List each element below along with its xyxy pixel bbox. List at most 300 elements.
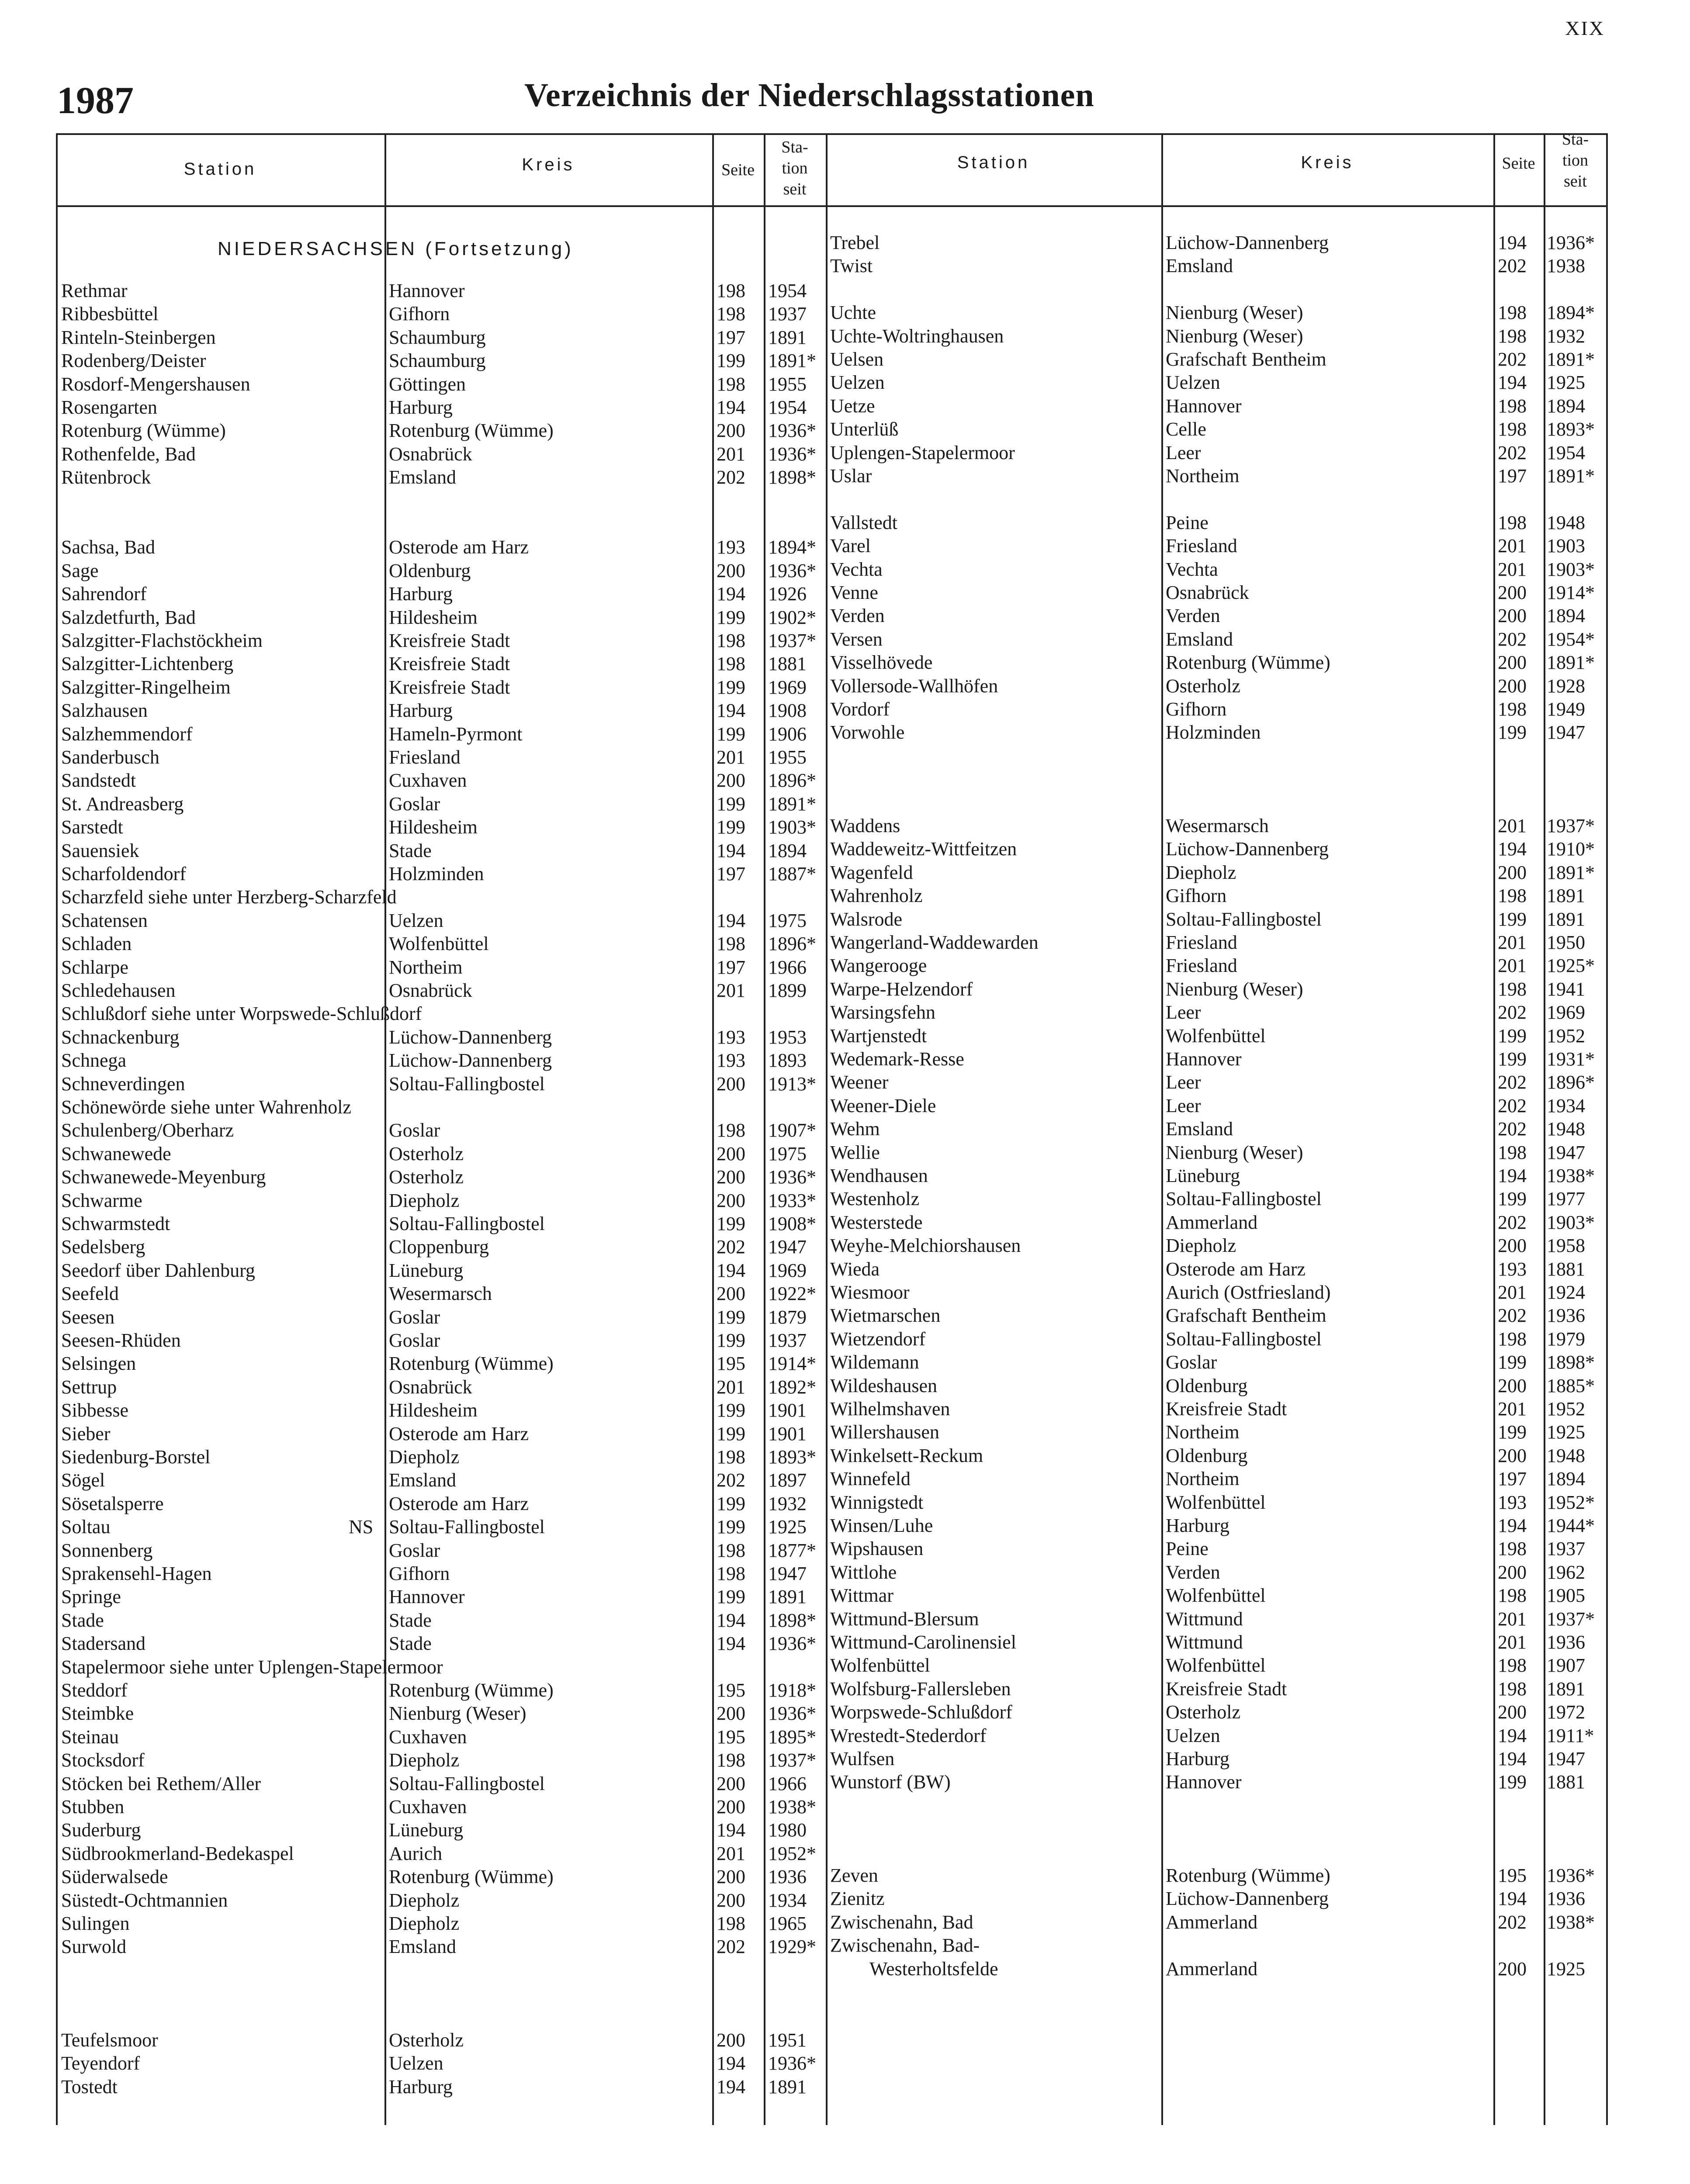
kreis-name: Leer bbox=[1166, 1071, 1201, 1093]
header-seit-line2: tion bbox=[1562, 151, 1589, 169]
seit-year: 1895* bbox=[768, 1726, 816, 1748]
seit-year: 1918* bbox=[768, 1679, 816, 1701]
kreis-name: Ammerland bbox=[1166, 1958, 1258, 1980]
seit-year: 1980 bbox=[768, 1819, 807, 1841]
right-year-divider bbox=[1544, 133, 1545, 2125]
kreis-name: Holzminden bbox=[389, 863, 484, 885]
seite-value: 198 bbox=[1498, 978, 1527, 1000]
kreis-name: Peine bbox=[1166, 511, 1209, 533]
seit-year: 1962 bbox=[1547, 1561, 1585, 1583]
station-name: Ribbesbüttel bbox=[61, 303, 159, 325]
station-name: Rodenberg/Deister bbox=[61, 350, 206, 372]
station-name: Waddeweitz-Wittfeitzen bbox=[830, 838, 1017, 860]
seite-value: 197 bbox=[1498, 465, 1527, 487]
seite-value: 201 bbox=[1498, 558, 1527, 580]
seite-value: 200 bbox=[717, 1143, 745, 1165]
seit-year: 1925 bbox=[1547, 1421, 1585, 1443]
station-name: Teyendorf bbox=[61, 2053, 140, 2074]
seit-year: 1952* bbox=[768, 1842, 816, 1864]
left-seite-divider bbox=[712, 133, 714, 2125]
seit-year: 1925 bbox=[1547, 372, 1585, 394]
seit-year: 1947 bbox=[1547, 722, 1585, 743]
kreis-name: Lüneburg bbox=[1166, 1165, 1240, 1186]
kreis-name: Emsland bbox=[1166, 1118, 1233, 1140]
station-name: Warsingsfehn bbox=[830, 1002, 935, 1023]
seit-year: 1903* bbox=[768, 816, 816, 838]
header-seit-right bbox=[1544, 129, 1607, 192]
seite-value: 199 bbox=[1498, 1421, 1527, 1443]
seit-year: 1893 bbox=[768, 1050, 807, 1071]
seite-value: 198 bbox=[1498, 1655, 1527, 1676]
seit-year: 1901 bbox=[768, 1423, 807, 1444]
station-name: Sibbesse bbox=[61, 1400, 128, 1421]
seite-value: 199 bbox=[717, 1400, 745, 1421]
seite-value: 198 bbox=[717, 303, 745, 325]
seit-year: 1936 bbox=[1547, 1305, 1585, 1327]
seit-year: 1955 bbox=[768, 373, 807, 395]
station-name: Wendhausen bbox=[830, 1165, 928, 1186]
station-name: Springe bbox=[61, 1586, 121, 1608]
station-name: Uetze bbox=[830, 395, 875, 417]
station-name: Warpe-Helzendorf bbox=[830, 978, 973, 1000]
seit-year: 1894 bbox=[1547, 1468, 1585, 1490]
station-name: Scharzfeld siehe unter Herzberg-Scharzfeld bbox=[61, 886, 397, 908]
kreis-name: Osnabrück bbox=[389, 980, 472, 1001]
seit-year: 1894 bbox=[1547, 605, 1585, 627]
kreis-name: Goslar bbox=[389, 1306, 440, 1328]
kreis-name: Harburg bbox=[1166, 1515, 1229, 1536]
seite-value: 195 bbox=[717, 1726, 745, 1748]
seite-value: 194 bbox=[717, 583, 745, 605]
kreis-name: Vechta bbox=[1166, 558, 1218, 580]
station-name: Sauensiek bbox=[61, 840, 139, 861]
station-name: Uslar bbox=[830, 465, 872, 487]
kreis-name: Verden bbox=[1166, 1561, 1220, 1583]
seit-year: 1925* bbox=[1547, 955, 1595, 977]
station-name: Wunstorf (BW) bbox=[830, 1771, 951, 1793]
station-name: Schneverdingen bbox=[61, 1073, 185, 1095]
seite-value: 193 bbox=[1498, 1491, 1527, 1513]
seit-year: 1891* bbox=[1547, 465, 1595, 487]
kreis-name: Osterode am Harz bbox=[389, 536, 529, 558]
station-name: Schatensen bbox=[61, 909, 148, 931]
seite-value: 194 bbox=[1498, 372, 1527, 394]
kreis-name: Wolfenbüttel bbox=[1166, 1025, 1266, 1047]
seit-year: 1936 bbox=[1547, 1888, 1585, 1910]
kreis-name: Harburg bbox=[389, 2076, 453, 2098]
station-name: Wieda bbox=[830, 1258, 880, 1280]
kreis-name: Hildesheim bbox=[389, 816, 478, 838]
seite-value: 202 bbox=[1498, 1071, 1527, 1093]
seite-value: 200 bbox=[717, 1189, 745, 1211]
seite-value: 202 bbox=[1498, 1095, 1527, 1116]
station-name: Wilhelmshaven bbox=[830, 1398, 950, 1420]
kreis-name: Hannover bbox=[1166, 1048, 1242, 1070]
seite-value: 194 bbox=[1498, 1165, 1527, 1186]
station-name: St. Andreasberg bbox=[61, 793, 184, 815]
seit-year: 1879 bbox=[768, 1306, 807, 1328]
seit-year: 1891 bbox=[768, 326, 807, 348]
seite-value: 202 bbox=[1498, 255, 1527, 277]
page-number: XIX bbox=[1565, 17, 1605, 39]
station-name: Sprakensehl-Hagen bbox=[61, 1563, 212, 1584]
station-name: Salzgitter-Flachstöckheim bbox=[61, 630, 263, 651]
kreis-name: Goslar bbox=[389, 1330, 440, 1351]
station-name: Unterlüß bbox=[830, 418, 899, 440]
seite-value: 199 bbox=[717, 1306, 745, 1328]
station-name: Sage bbox=[61, 560, 99, 581]
seit-year: 1893* bbox=[768, 1446, 816, 1468]
seite-value: 194 bbox=[717, 1633, 745, 1655]
table-top-border bbox=[56, 133, 1608, 135]
kreis-name: Wolfenbüttel bbox=[389, 933, 489, 955]
station-name: Uchte-Woltringhausen bbox=[830, 325, 1004, 347]
seit-year: 1892* bbox=[768, 1376, 816, 1398]
kreis-name: Oldenburg bbox=[1166, 1375, 1248, 1396]
seite-value: 202 bbox=[717, 467, 745, 488]
station-name: Westerholtsfelde bbox=[869, 1958, 998, 1980]
seite-value: 194 bbox=[717, 397, 745, 418]
station-name: Stöcken bei Rethem/Aller bbox=[61, 1773, 261, 1794]
kreis-name: Hannover bbox=[389, 280, 465, 301]
kreis-name: Kreisfreie Stadt bbox=[1166, 1678, 1287, 1700]
kreis-name: Aurich (Ostfriesland) bbox=[1166, 1282, 1331, 1303]
seit-year: 1954 bbox=[768, 397, 807, 418]
kreis-name: Harburg bbox=[1166, 1748, 1229, 1769]
kreis-name: Stade bbox=[389, 840, 432, 861]
kreis-name: Gifhorn bbox=[389, 303, 450, 325]
kreis-name: Lüchow-Dannenberg bbox=[389, 1026, 552, 1048]
kreis-name: Emsland bbox=[389, 467, 456, 488]
seit-year: 1941 bbox=[1547, 978, 1585, 1000]
kreis-name: Northeim bbox=[1166, 465, 1240, 487]
seite-value: 201 bbox=[717, 443, 745, 465]
station-name: Südbrookmerland-Bedekaspel bbox=[61, 1842, 294, 1864]
seite-value: 200 bbox=[717, 420, 745, 442]
seite-value: 194 bbox=[717, 2053, 745, 2074]
kreis-name: Peine bbox=[1166, 1538, 1209, 1560]
seit-year: 1891* bbox=[768, 350, 816, 372]
seite-value: 201 bbox=[1498, 1631, 1527, 1653]
seite-value: 199 bbox=[1498, 1771, 1527, 1793]
left-kreis-divider bbox=[384, 133, 386, 2125]
station-name: Rütenbrock bbox=[61, 467, 151, 488]
header-seite-right: Seite bbox=[1502, 154, 1535, 173]
seite-value: 200 bbox=[717, 1166, 745, 1188]
station-name: Varel bbox=[830, 535, 871, 557]
seite-value: 193 bbox=[1498, 1258, 1527, 1280]
seite-value: 197 bbox=[717, 956, 745, 978]
station-name: Zeven bbox=[830, 1865, 878, 1886]
kreis-name: Friesland bbox=[389, 746, 461, 768]
seit-year: 1937 bbox=[768, 1330, 807, 1351]
station-name: Wrestedt-Stederdorf bbox=[830, 1724, 987, 1746]
station-name: Wittmund-Carolinensiel bbox=[830, 1631, 1016, 1653]
station-name: Wulfsen bbox=[830, 1748, 895, 1769]
header-seit-line3: seit bbox=[1564, 172, 1587, 190]
station-name: Scharfoldendorf bbox=[61, 863, 186, 885]
kreis-name: Diepholz bbox=[389, 1749, 460, 1771]
kreis-name: Ammerland bbox=[1166, 1911, 1258, 1933]
seite-value: 202 bbox=[717, 1936, 745, 1958]
station-name: Wietzendorf bbox=[830, 1328, 926, 1350]
kreis-name: Northeim bbox=[1166, 1468, 1240, 1490]
header-seite-left: Seite bbox=[721, 161, 755, 179]
header-kreis-left: Kreis bbox=[522, 155, 575, 174]
kreis-name: Goslar bbox=[389, 1539, 440, 1561]
seite-value: 198 bbox=[1498, 1538, 1527, 1560]
kreis-name: Oldenburg bbox=[389, 560, 471, 581]
kreis-name: Osnabrück bbox=[389, 443, 472, 465]
seite-value: 194 bbox=[1498, 838, 1527, 860]
station-name: Rethmar bbox=[61, 280, 128, 301]
header-seit-left bbox=[764, 137, 826, 200]
seite-value: 200 bbox=[717, 1866, 745, 1888]
kreis-name: Harburg bbox=[389, 583, 453, 605]
seite-value: 193 bbox=[717, 1026, 745, 1048]
seite-value: 202 bbox=[717, 1236, 745, 1258]
seite-value: 202 bbox=[1498, 1305, 1527, 1327]
seit-year: 1928 bbox=[1547, 675, 1585, 697]
station-name: Seesen bbox=[61, 1306, 115, 1328]
seite-value: 202 bbox=[1498, 1911, 1527, 1933]
station-name: Salzgitter-Ringelheim bbox=[61, 676, 231, 698]
seit-year: 1903* bbox=[1547, 1211, 1595, 1233]
seite-value: 200 bbox=[1498, 675, 1527, 697]
station-name: Weyhe-Melchiorshausen bbox=[830, 1235, 1021, 1257]
seite-value: 200 bbox=[1498, 582, 1527, 603]
station-name: Tostedt bbox=[61, 2076, 118, 2098]
kreis-name: Hannover bbox=[1166, 395, 1242, 417]
kreis-name: Soltau-Fallingbostel bbox=[1166, 1328, 1322, 1350]
kreis-name: Stade bbox=[389, 1609, 432, 1631]
station-name: Salzgitter-Lichtenberg bbox=[61, 653, 234, 675]
seite-value: 194 bbox=[717, 700, 745, 722]
kreis-name: Diepholz bbox=[389, 1913, 460, 1934]
kreis-name: Gifhorn bbox=[1166, 885, 1227, 907]
station-name: Schwarmstedt bbox=[61, 1213, 170, 1234]
seit-year: 1938* bbox=[768, 1796, 816, 1818]
header-station-left: Station bbox=[184, 159, 257, 179]
seit-year: 1896* bbox=[768, 770, 816, 791]
kreis-name: Soltau-Fallingbostel bbox=[1166, 1188, 1322, 1210]
seit-year: 1914* bbox=[1547, 582, 1595, 603]
station-name: Siedenburg-Borstel bbox=[61, 1446, 211, 1468]
seit-year: 1901 bbox=[768, 1400, 807, 1421]
kreis-name: Rotenburg (Wümme) bbox=[389, 1353, 554, 1375]
seit-year: 1938* bbox=[1547, 1911, 1595, 1933]
station-name: Schnackenburg bbox=[61, 1026, 180, 1048]
header-seit-line1: Sta- bbox=[1562, 130, 1589, 149]
kreis-name: Hannover bbox=[389, 1586, 465, 1608]
seit-year: 1937 bbox=[768, 303, 807, 325]
station-name: Steinau bbox=[61, 1726, 119, 1748]
kreis-name: Ammerland bbox=[1166, 1211, 1258, 1233]
seit-year: 1969 bbox=[1547, 1002, 1585, 1023]
seit-year: 1898* bbox=[768, 1609, 816, 1631]
station-name: Uelsen bbox=[830, 349, 884, 370]
seite-value: 199 bbox=[717, 350, 745, 372]
kreis-name: Leer bbox=[1166, 1002, 1201, 1023]
kreis-name: Diepholz bbox=[1166, 1235, 1236, 1257]
table-right-border bbox=[1606, 133, 1608, 2125]
seite-value: 200 bbox=[717, 1283, 745, 1305]
kreis-name: Soltau-Fallingbostel bbox=[389, 1073, 545, 1095]
seite-value: 194 bbox=[717, 909, 745, 931]
kreis-name: Hameln-Pyrmont bbox=[389, 723, 523, 745]
kreis-name: Cuxhaven bbox=[389, 1796, 467, 1818]
seit-year: 1975 bbox=[768, 909, 807, 931]
seite-value: 194 bbox=[1498, 1724, 1527, 1746]
seite-value: 201 bbox=[717, 746, 745, 768]
kreis-name: Osnabrück bbox=[1166, 582, 1249, 603]
kreis-name: Wolfenbüttel bbox=[1166, 1491, 1266, 1513]
station-name: Suderburg bbox=[61, 1819, 141, 1841]
station-name: Steddorf bbox=[61, 1679, 128, 1701]
seite-value: 197 bbox=[1498, 1468, 1527, 1490]
seite-value: 199 bbox=[1498, 1351, 1527, 1373]
kreis-name: Osterholz bbox=[1166, 675, 1241, 697]
kreis-name: Harburg bbox=[389, 700, 453, 722]
seit-year: 1936 bbox=[1547, 1631, 1585, 1653]
station-name: Schledehausen bbox=[61, 980, 176, 1001]
station-name: Weener bbox=[830, 1071, 889, 1093]
station-name: Wietmarschen bbox=[830, 1305, 941, 1327]
station-name: Wehm bbox=[830, 1118, 880, 1140]
seit-year: 1891 bbox=[768, 2076, 807, 2098]
kreis-name: Verden bbox=[1166, 605, 1220, 627]
seite-value: 200 bbox=[717, 2029, 745, 2051]
station-name: Selsingen bbox=[61, 1353, 136, 1375]
kreis-name: Osterholz bbox=[389, 1166, 464, 1188]
seit-year: 1896* bbox=[1547, 1071, 1595, 1093]
station-name: Wiesmoor bbox=[830, 1282, 910, 1303]
station-name: Verden bbox=[830, 605, 885, 627]
station-name: Uelzen bbox=[830, 372, 885, 394]
kreis-name: Hannover bbox=[1166, 1771, 1242, 1793]
kreis-name: Emsland bbox=[1166, 628, 1233, 650]
kreis-name: Friesland bbox=[1166, 535, 1237, 557]
seit-year: 1958 bbox=[1547, 1235, 1585, 1257]
seit-year: 1891* bbox=[1547, 349, 1595, 370]
kreis-name: Lüchow-Dannenberg bbox=[1166, 838, 1329, 860]
seit-year: 1924 bbox=[1547, 1282, 1585, 1303]
seite-value: 198 bbox=[717, 280, 745, 301]
kreis-name: Soltau-Fallingbostel bbox=[389, 1773, 545, 1794]
station-table bbox=[56, 130, 1607, 2125]
seite-value: 193 bbox=[717, 536, 745, 558]
seit-year: 1933* bbox=[768, 1189, 816, 1211]
kreis-name: Uelzen bbox=[389, 909, 443, 931]
seit-year: 1925 bbox=[1547, 1958, 1585, 1980]
station-name: Rinteln-Steinbergen bbox=[61, 326, 216, 348]
seit-year: 1950 bbox=[1547, 932, 1585, 953]
kreis-name: Diepholz bbox=[389, 1889, 460, 1911]
seit-year: 1972 bbox=[1547, 1701, 1585, 1723]
seit-year: 1938 bbox=[1547, 255, 1585, 277]
kreis-name: Friesland bbox=[1166, 932, 1237, 953]
seite-value: 199 bbox=[1498, 1048, 1527, 1070]
station-name: Vordorf bbox=[830, 698, 890, 720]
kreis-name: Diepholz bbox=[389, 1446, 460, 1468]
kreis-name: Uelzen bbox=[389, 2053, 443, 2074]
seite-value: 199 bbox=[717, 723, 745, 745]
seite-value: 200 bbox=[1498, 1375, 1527, 1396]
kreis-name: Goslar bbox=[389, 793, 440, 815]
seit-year: 1952* bbox=[1547, 1491, 1595, 1513]
seit-year: 1948 bbox=[1547, 1118, 1585, 1140]
station-name: Winkelsett-Reckum bbox=[830, 1444, 984, 1466]
seit-year: 1885* bbox=[1547, 1375, 1595, 1396]
seit-year: 1891 bbox=[1547, 885, 1585, 907]
kreis-name: Wittmund bbox=[1166, 1631, 1243, 1653]
seit-year: 1914* bbox=[768, 1353, 816, 1375]
seite-value: 200 bbox=[717, 1703, 745, 1724]
seite-value: 198 bbox=[1498, 418, 1527, 440]
seite-value: 194 bbox=[1498, 232, 1527, 253]
station-name: Stapelermoor siehe unter Uplengen-Stapelermoor bbox=[61, 1656, 443, 1678]
kreis-name: Soltau-Fallingbostel bbox=[1166, 908, 1322, 930]
seite-value: 194 bbox=[1498, 1888, 1527, 1910]
kreis-name: Osterholz bbox=[389, 2029, 464, 2051]
kreis-name: Schaumburg bbox=[389, 350, 486, 372]
station-name: Seefeld bbox=[61, 1283, 119, 1305]
seite-value: 199 bbox=[717, 1493, 745, 1514]
station-name: Wangerland-Waddewarden bbox=[830, 932, 1039, 953]
station-name: Steimbke bbox=[61, 1703, 134, 1724]
seit-year: 1944* bbox=[1547, 1515, 1595, 1536]
kreis-name: Leer bbox=[1166, 442, 1201, 463]
kreis-name: Wolfenbüttel bbox=[1166, 1655, 1266, 1676]
kreis-name: Kreisfreie Stadt bbox=[389, 630, 510, 651]
station-name: Schlarpe bbox=[61, 956, 128, 978]
kreis-name: Uelzen bbox=[1166, 1724, 1220, 1746]
kreis-name: Osterode am Harz bbox=[1166, 1258, 1306, 1280]
seite-value: 202 bbox=[1498, 1118, 1527, 1140]
kreis-name: Grafschaft Bentheim bbox=[1166, 349, 1326, 370]
seite-value: 202 bbox=[1498, 349, 1527, 370]
seite-value: 200 bbox=[1498, 1444, 1527, 1466]
seit-year: 1953 bbox=[768, 1026, 807, 1048]
seite-value: 200 bbox=[717, 1796, 745, 1818]
seite-value: 198 bbox=[1498, 698, 1527, 720]
station-name: Sieber bbox=[61, 1423, 111, 1444]
seit-year: 1893* bbox=[1547, 418, 1595, 440]
seite-value: 202 bbox=[1498, 628, 1527, 650]
kreis-name: Nienburg (Weser) bbox=[1166, 302, 1303, 324]
station-name: Sanderbusch bbox=[61, 746, 159, 768]
seite-value: 198 bbox=[1498, 511, 1527, 533]
kreis-name: Schaumburg bbox=[389, 326, 486, 348]
station-name: Schwanewede bbox=[61, 1143, 171, 1165]
seite-value: 199 bbox=[717, 1516, 745, 1538]
seit-year: 1891 bbox=[768, 1586, 807, 1608]
seite-value: 198 bbox=[717, 373, 745, 395]
kreis-name: Wesermarsch bbox=[389, 1283, 492, 1305]
seite-value: 198 bbox=[717, 653, 745, 675]
kreis-name: Gifhorn bbox=[1166, 698, 1227, 720]
station-name: Sachsa, Bad bbox=[61, 536, 156, 558]
seit-year: 1947 bbox=[768, 1236, 807, 1258]
seite-value: 201 bbox=[1498, 1398, 1527, 1420]
kreis-name: Lüneburg bbox=[389, 1259, 464, 1281]
seit-year: 1936* bbox=[768, 443, 816, 465]
station-name: Sögel bbox=[61, 1469, 105, 1491]
seit-year: 1977 bbox=[1547, 1188, 1585, 1210]
kreis-name: Soltau-Fallingbostel bbox=[389, 1516, 545, 1538]
seit-year: 1913* bbox=[768, 1073, 816, 1095]
station-name: Wittlohe bbox=[830, 1561, 897, 1583]
